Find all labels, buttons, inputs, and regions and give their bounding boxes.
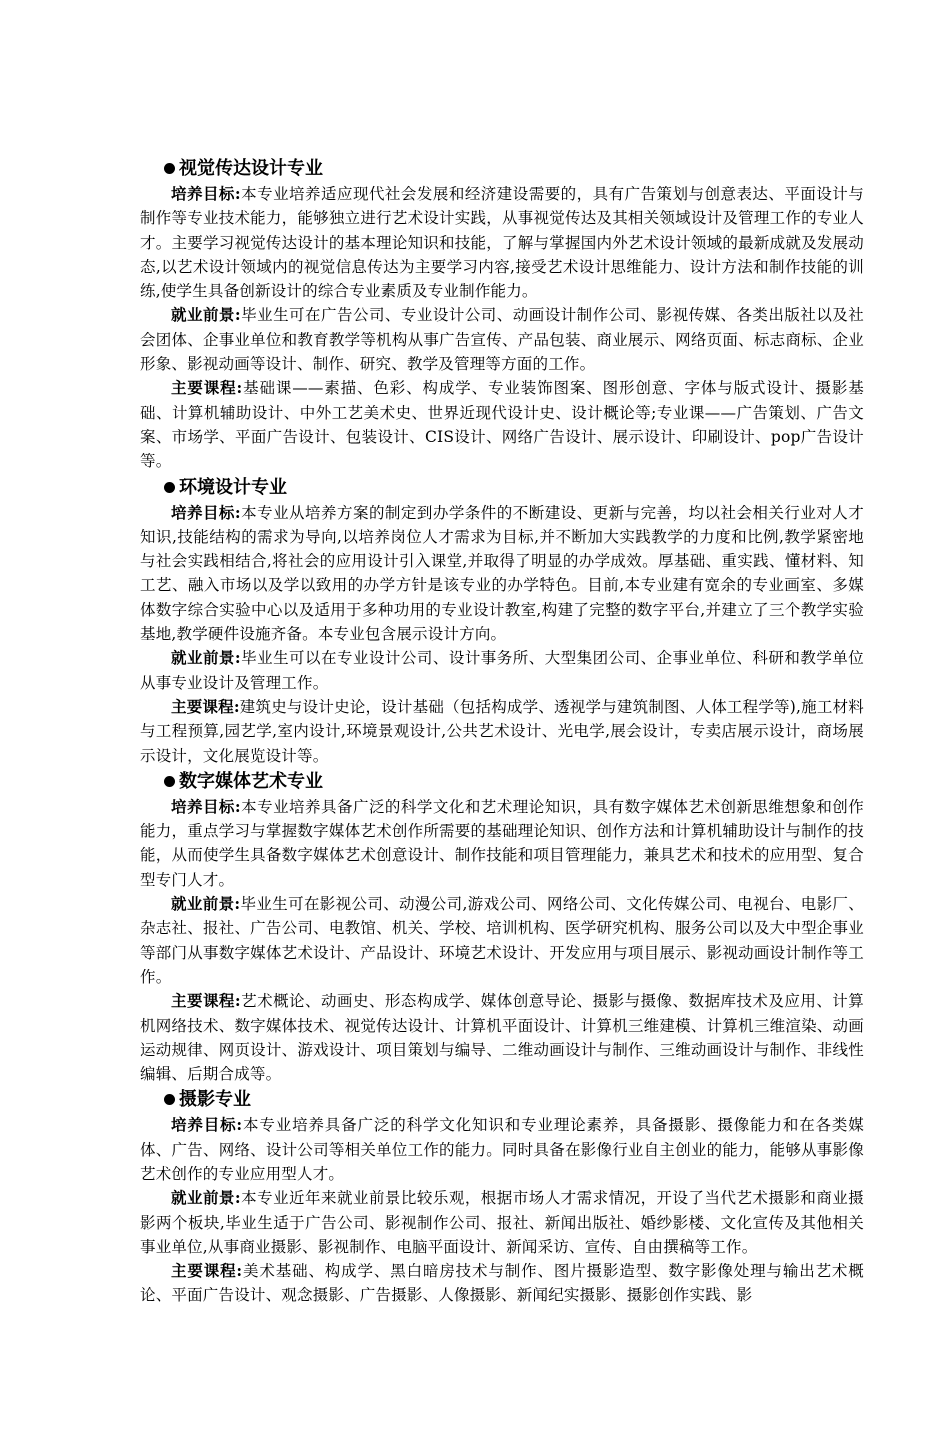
section-digital-media-art	[140, 768, 864, 1087]
paragraph-employment	[140, 303, 864, 376]
paragraph-courses	[140, 989, 864, 1086]
paragraph-text: 本专业培养适应现代社会发展和经济建设需要的，具有广告策划与创意表达、平面设计与制作等专业技术能力，能够独立进行艺术设计实践，从事视觉传达及其相关领域设计及管理工作的专业人才。主要学习视觉传达设计的基本理论知识和技能，了解与掌握国内外艺术设计领域的最新成就及发展动态,以艺术设计领域内的视觉信息传达为主要学习内容,接受艺术设计思维能力、设计方法和制作技能的训练,使学生具备创新设计的综合专业素质及专业制作能力。	[140, 185, 864, 301]
paragraph-text: 基础课——素描、色彩、构成学、专业装饰图案、图形创意、字体与版式设计、摄影基础、计算机辅助设计、中外工艺美术史、世界近现代设计史、设计概论等;专业课——广告策划、广告文案、市场学、平面广告设计、包装设计、CIS设计、网络广告设计、展示设计、印刷设计、pop广告设计等。	[140, 379, 864, 471]
paragraph-training-goal	[140, 182, 864, 303]
section-heading	[140, 155, 864, 182]
paragraph-label: 主要课程:	[171, 378, 243, 398]
paragraph-text: 本专业培养具备广泛的科学文化和艺术理论知识，具有数字媒体艺术创新思维想象和创作能力，重点学习与掌握数字媒体艺术创作所需要的基础理论知识、创作方法和计算机辅助设计与制作的技能，从而使学生具备数字媒体艺术创意设计、制作技能和项目管理能力，兼具艺术和技术的应用型、复合型专门人才。	[140, 797, 864, 889]
paragraph-text: 建筑史与设计史论，设计基础（包括构成学、透视学与建筑制图、人体工程学等),施工材料与工程预算,园艺学,室内设计,环境景观设计,公共艺术设计、光电学,展会设计，专卖店展示设计，商场展示设计，文化展览设计等。	[140, 697, 864, 765]
paragraph-label: 主要课程:	[171, 696, 240, 716]
paragraph-label: 培养目标:	[171, 184, 241, 203]
paragraph-employment	[140, 892, 864, 989]
paragraph-training-goal	[140, 1113, 864, 1186]
paragraph-label: 就业前景:	[171, 894, 241, 914]
document-page	[140, 155, 864, 1308]
paragraph-text: 艺术概论、动画史、形态构成学、媒体创意导论、摄影与摄像、数据库技术及应用、计算机网络技术、数字媒体技术、视觉传达设计、计算机平面设计、计算机三维建模、计算机三维渲染、动画运动规律、网页设计、游戏设计、项目策划与编导、二维动画设计与制作、三维动画设计与制作、非线性编辑、后期合成等。	[140, 992, 864, 1084]
bullet-icon	[164, 163, 175, 174]
paragraph-label: 主要课程:	[171, 1261, 243, 1281]
paragraph-label: 培养目标:	[171, 1115, 243, 1135]
paragraph-courses	[140, 695, 864, 768]
paragraph-text: 毕业生可以在专业设计公司、设计事务所、大型集团公司、企事业单位、科研和教学单位从事专业设计及管理工作。	[140, 649, 864, 692]
bullet-icon	[164, 482, 175, 493]
paragraph-label: 培养目标:	[171, 502, 241, 522]
paragraph-label: 就业前景:	[171, 305, 241, 325]
section-photography	[140, 1086, 864, 1307]
paragraph-label: 就业前景:	[171, 1188, 241, 1208]
paragraph-employment	[140, 646, 864, 695]
section-title: 数字媒体艺术专业	[179, 770, 323, 792]
section-title: 摄影专业	[179, 1089, 251, 1111]
paragraph-text: 本专业从培养方案的制定到办学条件的不断建设、更新与完善，均以社会相关行业对人才知识,技能结构的需求为导向,以培养岗位人才需求为目标,并不断加大实践教学的力度和比例,教学紧密地与社会实践相结合,将社会的应用设计引入课堂,并取得了明显的办学成效。厚基础、重实践、懂材料、知工艺、融入市场以及学以致用的办学方针是该专业的办学特色。目前,本专业建有宽余的专业画室、多媒体数字综合实验中心以及适用于多种功用的专业设计教室,构建了完整的数字平台,并建立了三个教学实验基地,教学硬件设施齐备。本专业包含展示设计方向。	[140, 503, 864, 644]
paragraph-text: 本专业培养具备广泛的科学文化知识和专业理论素养，具备摄影、摄像能力和在各类媒体、广告、网络、设计公司等相关单位工作的能力。同时具备在影像行业自主创业的能力，能够从事影像艺术创作的专业应用型人才。	[140, 1116, 864, 1183]
paragraph-courses	[140, 1259, 864, 1308]
paragraph-text: 毕业生可在广告公司、专业设计公司、动画设计制作公司、影视传媒、各类出版社以及社会团体、企事业单位和教育教学等机构从事广告宣传、产品包装、商业展示、网络页面、标志商标、企业形象、影视动画等设计、制作、研究、教学及管理等方面的工作。	[140, 306, 864, 374]
paragraph-text: 毕业生可在影视公司、动漫公司,游戏公司、网络公司、文化传媒公司、电视台、电影厂、杂志社、报社、广告公司、电教馆、机关、学校、培训机构、医学研究机构、服务公司以及大中型企事业等部门从事数字媒体艺术设计、产品设计、环境艺术设计、开发应用与项目展示、影视动画设计制作等工作。	[140, 895, 864, 986]
section-heading	[140, 474, 864, 501]
paragraph-employment	[140, 1186, 864, 1259]
section-title: 环境设计专业	[179, 476, 287, 498]
paragraph-text: 本专业近年来就业前景比较乐观，根据市场人才需求情况，开设了当代艺术摄影和商业摄影两个板块,毕业生适于广告公司、影视制作公司、报社、新闻出版社、婚纱影楼、文化宣传及其他相关事业单位,从事商业摄影、影视制作、电脑平面设计、新闻采访、宣传、自由撰稿等工作。	[140, 1189, 864, 1256]
section-visual-communication	[140, 155, 864, 474]
section-environmental-design	[140, 474, 864, 768]
paragraph-label: 主要课程:	[171, 991, 241, 1011]
bullet-icon	[164, 776, 175, 787]
paragraph-training-goal	[140, 501, 864, 647]
paragraph-text: 美术基础、构成学、黑白暗房技术与制作、图片摄影造型、数字影像处理与输出艺术概论、平面广告设计、观念摄影、广告摄影、人像摄影、新闻纪实摄影、摄影创作实践、影	[140, 1262, 864, 1305]
section-title: 视觉传达设计专业	[179, 158, 323, 179]
section-heading	[140, 768, 864, 795]
bullet-icon	[164, 1094, 175, 1105]
paragraph-label: 就业前景:	[171, 648, 241, 668]
paragraph-training-goal	[140, 795, 864, 892]
section-heading	[140, 1086, 864, 1113]
paragraph-label: 培养目标:	[171, 796, 241, 816]
paragraph-courses	[140, 376, 864, 473]
